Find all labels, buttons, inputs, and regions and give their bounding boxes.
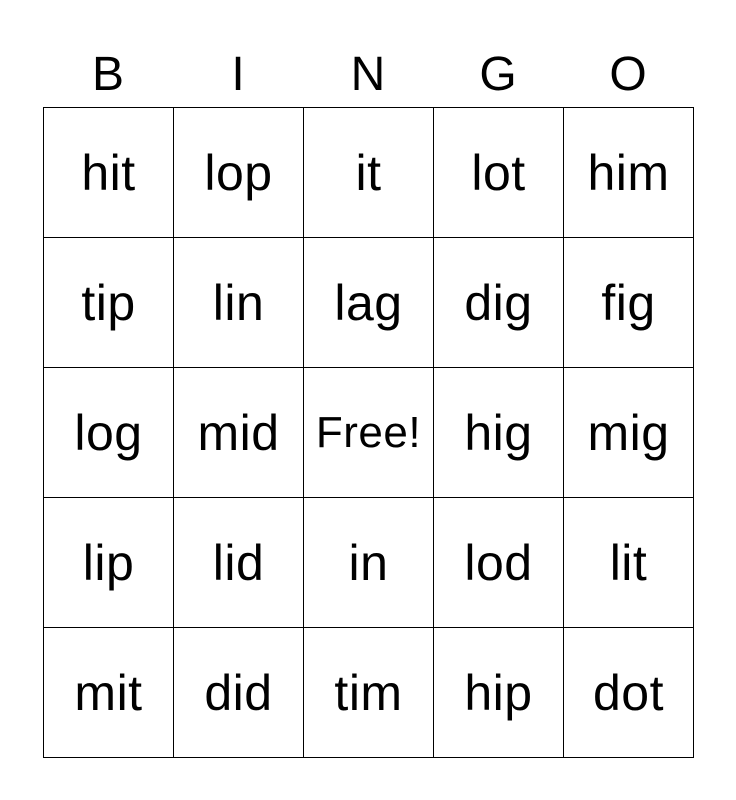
bingo-cell[interactable]: in [304,498,434,628]
bingo-cell[interactable]: mig [564,368,694,498]
bingo-cell[interactable]: hip [434,628,564,758]
header-letter-b: B [91,47,124,101]
bingo-grid [43,107,694,758]
bingo-header [43,44,693,107]
bingo-cell[interactable]: him [564,108,694,238]
bingo-cell[interactable]: it [304,108,434,238]
bingo-cell[interactable]: dot [564,628,694,758]
header-letter-g: G [479,47,517,101]
header-letter-i: I [231,47,245,101]
bingo-cell[interactable]: did [174,628,304,758]
bingo-cell[interactable]: fig [564,238,694,368]
bingo-card [43,44,693,758]
header-letter-n: N [350,47,386,101]
bingo-cell[interactable]: lid [174,498,304,628]
bingo-cell[interactable]: lot [434,108,564,238]
bingo-cell[interactable]: lit [564,498,694,628]
bingo-cell[interactable]: lag [304,238,434,368]
header-letter-o: O [609,47,647,101]
bingo-cell[interactable]: lip [44,498,174,628]
bingo-cell[interactable]: lod [434,498,564,628]
bingo-cell[interactable]: hig [434,368,564,498]
free-space-cell[interactable]: Free! [304,368,434,498]
bingo-cell[interactable]: log [44,368,174,498]
bingo-cell[interactable]: mid [174,368,304,498]
bingo-cell[interactable]: mit [44,628,174,758]
bingo-cell[interactable]: dig [434,238,564,368]
bingo-cell[interactable]: lin [174,238,304,368]
bingo-cell[interactable]: tim [304,628,434,758]
bingo-cell[interactable]: tip [44,238,174,368]
bingo-cell[interactable]: lop [174,108,304,238]
bingo-cell[interactable]: hit [44,108,174,238]
